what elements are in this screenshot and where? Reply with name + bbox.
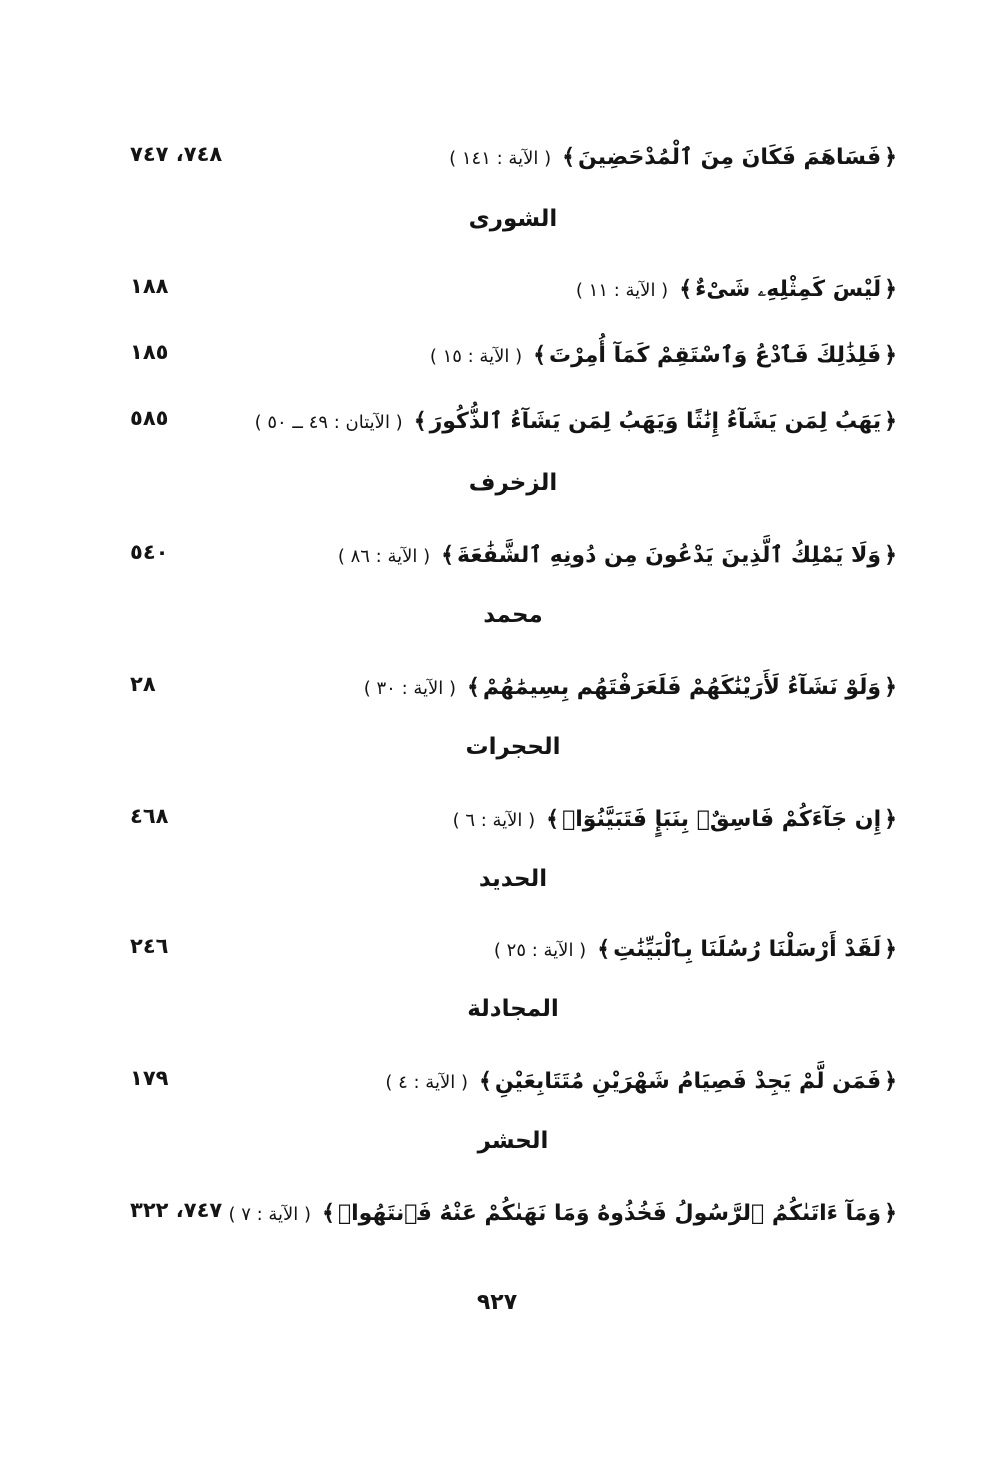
verse-reference: ( الآية : ٤ ) (385, 1072, 468, 1093)
close-bracket: ﴾ (679, 277, 693, 302)
surah-heading (0, 734, 994, 760)
verse-text: وَلَا يَمْلِكُ ٱلَّذِينَ يَدْعُونَ مِن دُونِهِ ٱلشَّفَٰعَةَ (457, 543, 882, 568)
surah-title: محمد (483, 602, 543, 628)
page-number: ٩٢٧ (476, 1290, 518, 1315)
verse-reference: ( الآية : ٧ ) (228, 1204, 312, 1225)
surah-title: الزخرف (468, 470, 558, 496)
surah-title: الحشر (477, 1128, 549, 1154)
surah-title: الشورى (468, 206, 558, 232)
verse-entry (120, 798, 900, 842)
verse-entry (120, 1192, 900, 1236)
surah-title: الحديد (478, 866, 548, 892)
verse-line (494, 928, 900, 973)
page-references: ٥٨٥ (130, 406, 169, 430)
page-references: ١٧٩ (130, 1066, 169, 1090)
verse-line (449, 136, 900, 181)
open-bracket: ﴿ (884, 675, 897, 700)
verse-reference: ( الآيتان : ٤٩ ــ ٥٠ ) (254, 412, 403, 433)
verse-entry (120, 334, 900, 378)
close-bracket: ﴾ (597, 937, 611, 962)
close-bracket: ﴾ (441, 543, 455, 568)
open-bracket: ﴿ (884, 145, 897, 170)
surah-title: المجادلة (467, 996, 559, 1022)
verse-text: فَلِذَٰلِكَ فَٱدْعُ وَٱسْتَقِمْ كَمَآ أُمِرْتَ (548, 343, 882, 368)
verse-entry (120, 1060, 900, 1104)
verse-reference: ( الآية : ٢٥ ) (493, 940, 587, 961)
page-references: ٧٤٧، ٣٢٢ (130, 1198, 223, 1222)
verse-reference: ( الآية : ٦ ) (452, 810, 536, 831)
verse-reference: ( الآية : ١٤١ ) (449, 148, 552, 169)
surah-heading (0, 996, 994, 1022)
verse-text: لَقَدْ أَرْسَلْنَا رُسُلَنَا بِٱلْبَيِّنَٰتِ (613, 937, 882, 962)
verse-text: فَسَاهَمَ فَكَانَ مِنَ ٱلْمُدْحَضِينَ (577, 145, 882, 170)
verse-entry (120, 666, 900, 710)
surah-heading (0, 470, 994, 496)
open-bracket: ﴿ (884, 1069, 897, 1094)
verse-text: يَهَبُ لِمَن يَشَآءُ إِنَٰثًا وَيَهَبُ لِمَن يَشَآءُ ٱلذُّكُورَ (429, 409, 882, 434)
verse-entry (120, 534, 900, 578)
verse-line (430, 334, 900, 379)
verse-text: وَلَوْ نَشَآءُ لَأَرَيْنَٰكَهُمْ فَلَعَرَفْتَهُم بِسِيمَٰهُمْ (482, 675, 882, 700)
verse-line (453, 798, 900, 843)
surah-heading (0, 602, 994, 628)
surah-heading (0, 206, 994, 232)
verse-reference: ( الآية : ١٥ ) (429, 346, 523, 367)
surah-heading (0, 866, 994, 892)
page-references: ٥٤٠ (130, 540, 169, 564)
verse-reference: ( الآية : ٨٦ ) (337, 546, 431, 567)
close-bracket: ﴾ (562, 145, 575, 170)
open-bracket: ﴿ (884, 1201, 897, 1226)
page-references: ١٨٥ (130, 340, 169, 364)
page-references: ٢٤٦ (130, 934, 169, 958)
close-bracket: ﴾ (533, 343, 546, 368)
page-references: ٢٨ (130, 672, 156, 696)
verse-text: إِن جَآءَكُمْ فَاسِقٌۢ بِنَبَإٍ فَتَبَيَّنُوٓا۟ (562, 807, 882, 832)
open-bracket: ﴿ (884, 543, 897, 568)
open-bracket: ﴿ (884, 409, 897, 434)
verse-reference: ( الآية : ١١ ) (575, 280, 669, 301)
open-bracket: ﴿ (884, 343, 897, 368)
verse-reference: ( الآية : ٣٠ ) (363, 678, 457, 699)
open-bracket: ﴿ (884, 937, 897, 962)
verse-text: فَمَن لَّمْ يَجِدْ فَصِيَامُ شَهْرَيْنِ مُتَتَابِعَيْنِ (494, 1069, 882, 1094)
verse-line (255, 400, 900, 445)
verse-text: لَيْسَ كَمِثْلِهِۦ شَىْءٌ (695, 277, 882, 302)
surah-title: الحجرات (465, 734, 561, 760)
verse-entry (120, 268, 900, 312)
close-bracket: ﴾ (413, 409, 427, 434)
verse-line (364, 666, 900, 711)
verse-line (228, 1192, 900, 1237)
verse-line (338, 534, 900, 579)
close-bracket: ﴾ (546, 807, 560, 832)
open-bracket: ﴿ (884, 277, 897, 302)
close-bracket: ﴾ (467, 675, 480, 700)
verse-entry (120, 928, 900, 972)
verse-entry (120, 136, 900, 180)
close-bracket: ﴾ (322, 1201, 335, 1226)
verse-line (385, 1060, 900, 1105)
close-bracket: ﴾ (478, 1069, 492, 1094)
verse-text: وَمَآ ءَاتَىٰكُمُ ٱلرَّسُولُ فَخُذُوهُ وَمَا نَهَىٰكُمْ عَنْهُ فَٱنتَهُوا۟ (337, 1201, 882, 1226)
page-references: ٤٦٨ (130, 804, 169, 828)
open-bracket: ﴿ (884, 807, 897, 832)
verse-entry (120, 400, 900, 444)
verse-line (576, 268, 900, 313)
surah-heading (0, 1128, 994, 1154)
page-references: ٧٤٨، ٧٤٧ (130, 142, 223, 166)
page-references: ١٨٨ (130, 274, 169, 298)
